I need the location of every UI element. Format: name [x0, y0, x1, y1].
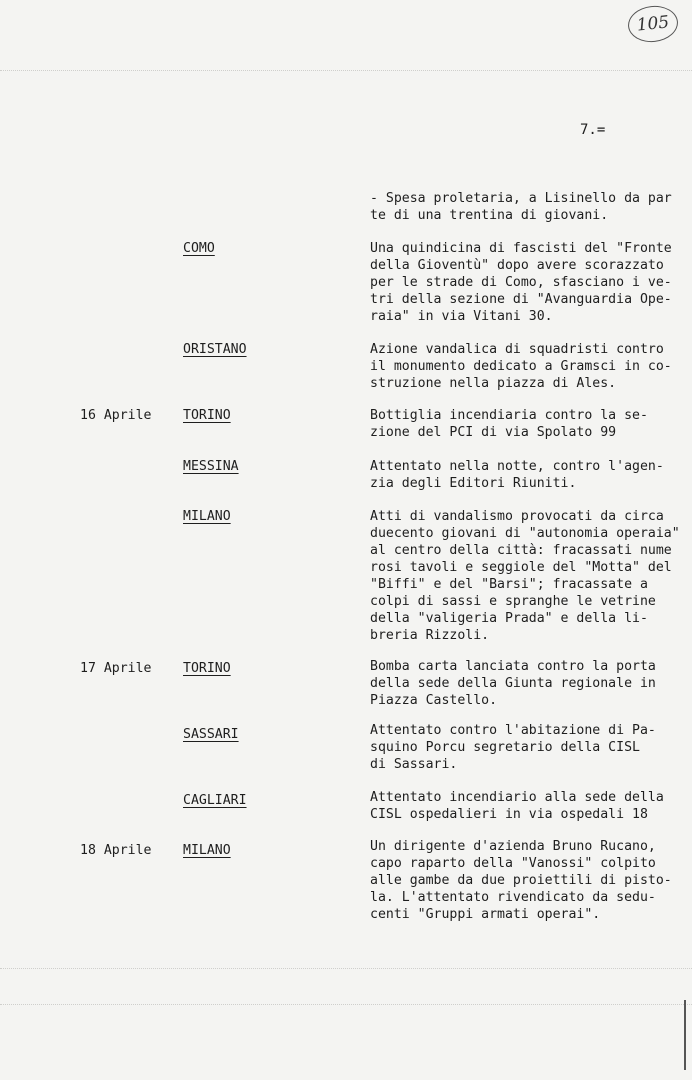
text-line: capo raparto della "Vanossi" colpito: [370, 856, 656, 871]
text-line: della Gioventù" dopo avere scorazzato: [370, 258, 664, 273]
page-number: 7.=: [580, 122, 606, 138]
event-text: [370, 341, 692, 392]
binding-edge-mark: [684, 1000, 686, 1070]
text-line: CISL ospedalieri in via ospedali 18: [370, 807, 648, 822]
text-line: Una quindicina di fascisti del "Fronte: [370, 241, 672, 256]
event-date: 17 Aprile: [80, 661, 152, 676]
city-label: MESSINA: [183, 459, 239, 474]
text-line: zione del PCI di via Spolato 99: [370, 425, 617, 440]
city-label: CAGLIARI: [183, 793, 247, 808]
text-line: il monumento dedicato a Gramsci in co-: [370, 359, 672, 374]
city-label: MILANO: [183, 509, 231, 524]
event-date: 16 Aprile: [80, 408, 152, 423]
text-line: alle gambe da due proiettili di pisto-: [370, 873, 672, 888]
text-line: centi "Gruppi armati operai".: [370, 907, 601, 922]
event-text: [370, 722, 692, 773]
archive-stamp: 105: [626, 3, 679, 44]
city-label: TORINO: [183, 408, 231, 423]
event-text: [370, 407, 692, 441]
text-line: di Sassari.: [370, 757, 458, 772]
text-line: - Spesa proletaria, a Lisinello da par: [370, 191, 672, 206]
city-label: COMO: [183, 241, 215, 256]
event-text: [370, 508, 692, 644]
scan-artifact-line: [0, 1004, 692, 1006]
event-text: [370, 658, 692, 709]
text-line: Bottiglia incendiaria contro la se-: [370, 408, 648, 423]
text-line: Piazza Castello.: [370, 693, 498, 708]
event-text: [370, 240, 692, 325]
text-line: tri della sezione di "Avanguardia Ope-: [370, 292, 672, 307]
scan-artifact-line: [0, 968, 692, 970]
text-line: Bomba carta lanciata contro la porta: [370, 659, 656, 674]
text-line: Attentato contro l'abitazione di Pa-: [370, 723, 656, 738]
text-line: Un dirigente d'azienda Bruno Rucano,: [370, 839, 656, 854]
intro-paragraph: [370, 190, 692, 224]
text-line: la. L'attentato rivendicato da sedu-: [370, 890, 656, 905]
text-line: "Biffi" e del "Barsi"; fracassate a: [370, 577, 648, 592]
text-line: zia degli Editori Riuniti.: [370, 476, 577, 491]
text-line: rosi tavoli e seggiole del "Motta" del: [370, 560, 672, 575]
text-line: colpi di sassi e spranghe le vetrine: [370, 594, 656, 609]
text-line: Attentato nella notte, contro l'agen-: [370, 459, 664, 474]
city-label: MILANO: [183, 843, 231, 858]
text-line: raia" in via Vitani 30.: [370, 309, 553, 324]
text-line: struzione nella piazza di Ales.: [370, 376, 617, 391]
text-line: Attentato incendiario alla sede della: [370, 790, 664, 805]
text-line: al centro della città: fracassati nume: [370, 543, 672, 558]
text-line: della sede della Giunta regionale in: [370, 676, 656, 691]
text-line: squino Porcu segretario della CISL: [370, 740, 640, 755]
text-line: Azione vandalica di squadristi contro: [370, 342, 664, 357]
text-line: breria Rizzoli.: [370, 628, 490, 643]
event-text: [370, 789, 692, 823]
city-label: SASSARI: [183, 727, 239, 742]
text-line: per le strade di Como, sfasciano i ve-: [370, 275, 672, 290]
event-date: 18 Aprile: [80, 843, 152, 858]
event-text: [370, 458, 692, 492]
text-line: Atti di vandalismo provocati da circa: [370, 509, 664, 524]
city-label: TORINO: [183, 661, 231, 676]
event-text: [370, 838, 692, 923]
text-line: della "valigeria Prada" e della li-: [370, 611, 648, 626]
scan-artifact-line: [0, 70, 692, 72]
text-line: duecento giovani di "autonomia operaia": [370, 526, 680, 541]
text-line: te di una trentina di giovani.: [370, 208, 609, 223]
city-label: ORISTANO: [183, 342, 247, 357]
